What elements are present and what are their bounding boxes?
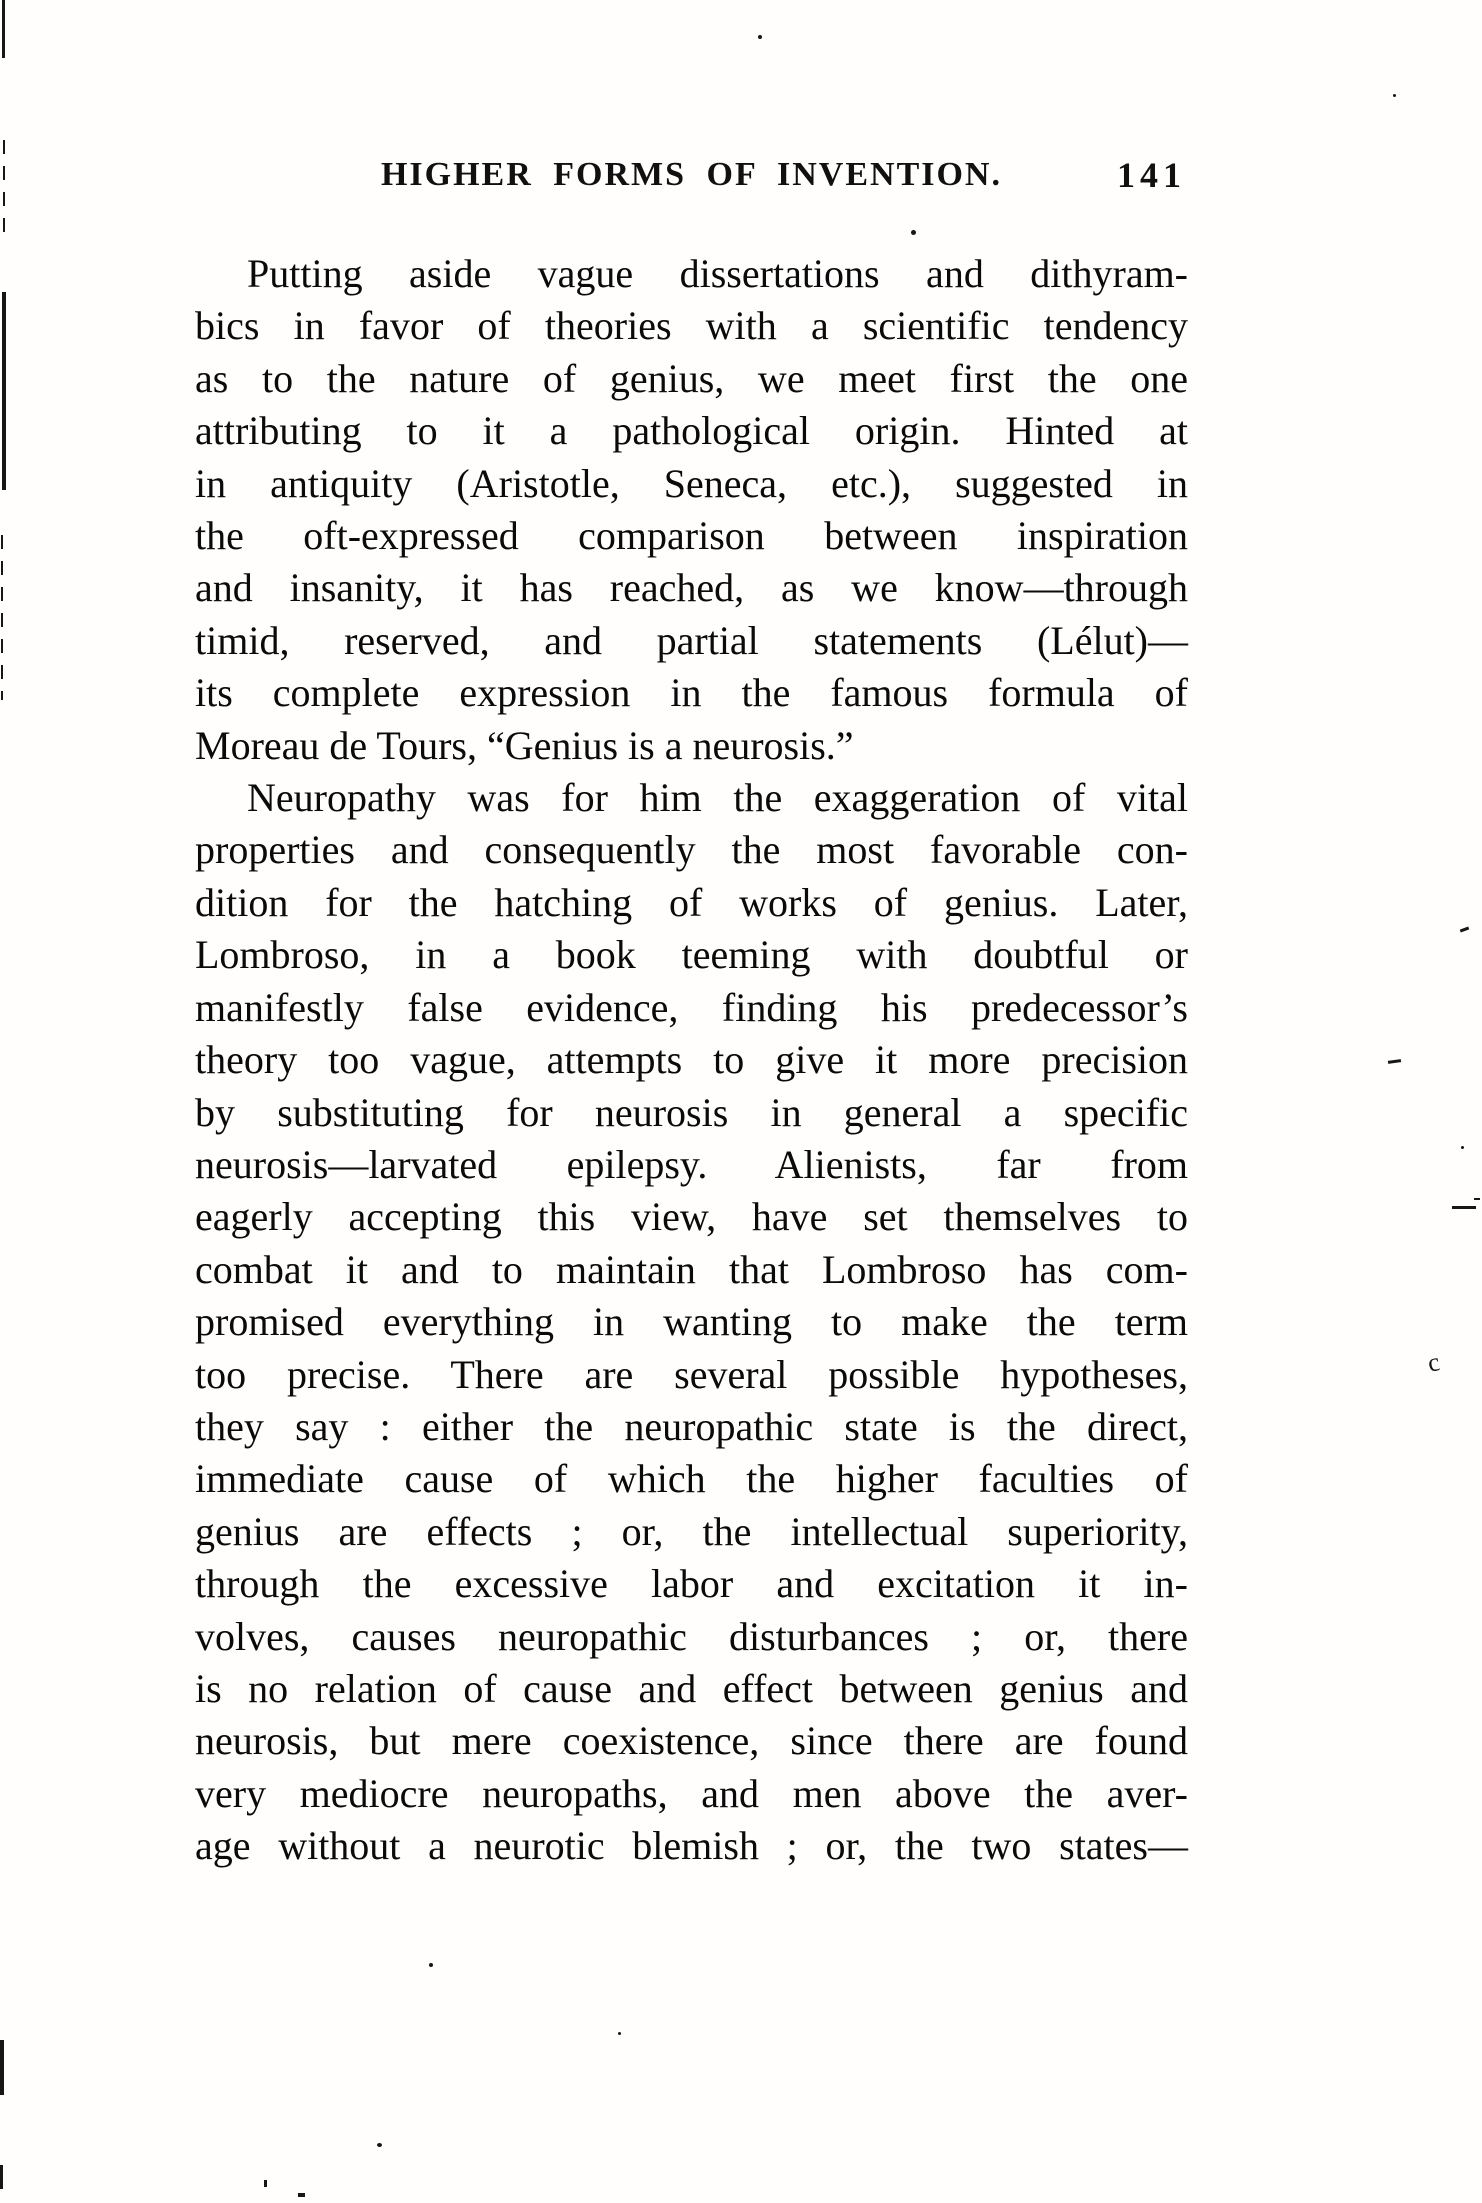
text-line: neurosis, but mere coexistence, since there are found (195, 1718, 1188, 1764)
text-line: through the excessive labor and excitation it in- (195, 1561, 1188, 1607)
scan-artifact-speck (298, 2193, 305, 2197)
text-line: eagerly accepting this view, have set themselves to (195, 1194, 1188, 1240)
page-number: 141 (1117, 155, 1186, 195)
text-line: properties and consequently the most favorable con- (195, 827, 1188, 873)
text-line: very mediocre neuropaths, and men above the aver- (195, 1770, 1188, 1816)
text-line: as to the nature of genius, we meet first the one (195, 355, 1188, 401)
scan-artifact-speck (1474, 1198, 1480, 1200)
scan-artifact-left-rule (0, 2165, 3, 2189)
text-line: manifestly false evidence, finding his predecessor’s (195, 984, 1188, 1030)
text-line: in antiquity (Aristotle, Seneca, etc.), suggested in (195, 460, 1188, 506)
text-line: is no relation of cause and effect between genius and (195, 1665, 1188, 1711)
scan-artifact-left-rule (3, 140, 5, 235)
text-line: age without a neurotic blemish ; or, the two states— (195, 1823, 1188, 1869)
running-head-title: HIGHER FORMS OF INVENTION. (380, 156, 1002, 193)
text-line: they say : either the neuropathic state is the direct, (195, 1403, 1188, 1449)
text-line: bics in favor of theories with a scientific tendency (195, 303, 1188, 349)
scan-artifact-left-rule (0, 2040, 4, 2095)
text-line: Neuropathy was for him the exaggeration of vital (247, 775, 1188, 821)
scan-artifact-speck (1461, 1146, 1464, 1149)
page-body-text (195, 248, 1188, 1873)
scan-artifact-speck (377, 2143, 382, 2147)
scan-artifact-left-rule (2, 0, 5, 58)
text-line: combat it and to maintain that Lombroso has com- (195, 1246, 1188, 1292)
text-line: and insanity, it has reached, as we know—through (195, 565, 1188, 611)
text-line: Moreau de Tours, “Genius is a neurosis.” (195, 722, 854, 768)
text-line: immediate cause of which the higher faculties of (195, 1456, 1188, 1502)
scan-artifact-speck (264, 2180, 267, 2187)
scan-artifact-speck (758, 35, 762, 39)
text-line: attributing to it a pathological origin. Hinted at (195, 408, 1188, 454)
text-line: genius are effects ; or, the intellectual superiority, (195, 1508, 1188, 1554)
text-line: by substituting for neurosis in general a specific (195, 1089, 1188, 1135)
paragraph (195, 772, 1188, 1873)
text-line: the oft-expressed comparison between inspiration (195, 513, 1188, 559)
text-line: volves, causes neuropathic disturbances ; or, there (195, 1613, 1188, 1659)
text-line: Lombroso, in a book teeming with doubtful or (195, 932, 1188, 978)
scan-artifact-speck (618, 2032, 621, 2035)
scan-artifact-speck (911, 230, 916, 235)
page-header (195, 156, 1188, 202)
scan-artifact-left-rule (2, 292, 6, 490)
text-line: theory too vague, attempts to give it more precision (195, 1037, 1188, 1083)
text-line: too precise. There are several possible hypotheses, (195, 1351, 1188, 1397)
text-line: timid, reserved, and partial statements (Lélut)— (195, 617, 1188, 663)
scan-artifact-speck (1452, 1206, 1476, 1209)
text-line: dition for the hatching of works of genius. Later, (195, 879, 1188, 925)
text-line: promised everything in wanting to make the term (195, 1299, 1188, 1345)
scan-artifact-stray-letter: c (1425, 1347, 1443, 1378)
text-line: its complete expression in the famous formula of (195, 670, 1188, 716)
scan-artifact-speck (1460, 927, 1469, 933)
scan-artifact-left-rule (1, 535, 3, 700)
text-line: Putting aside vague dissertations and dithyram- (247, 251, 1188, 296)
scan-artifact-speck (1393, 94, 1396, 97)
text-line: neurosis—larvated epilepsy. Alienists, far from (195, 1141, 1188, 1187)
scan-artifact-speck (1388, 1059, 1401, 1064)
paragraph (195, 248, 1188, 772)
scan-artifact-speck (429, 1963, 433, 1967)
